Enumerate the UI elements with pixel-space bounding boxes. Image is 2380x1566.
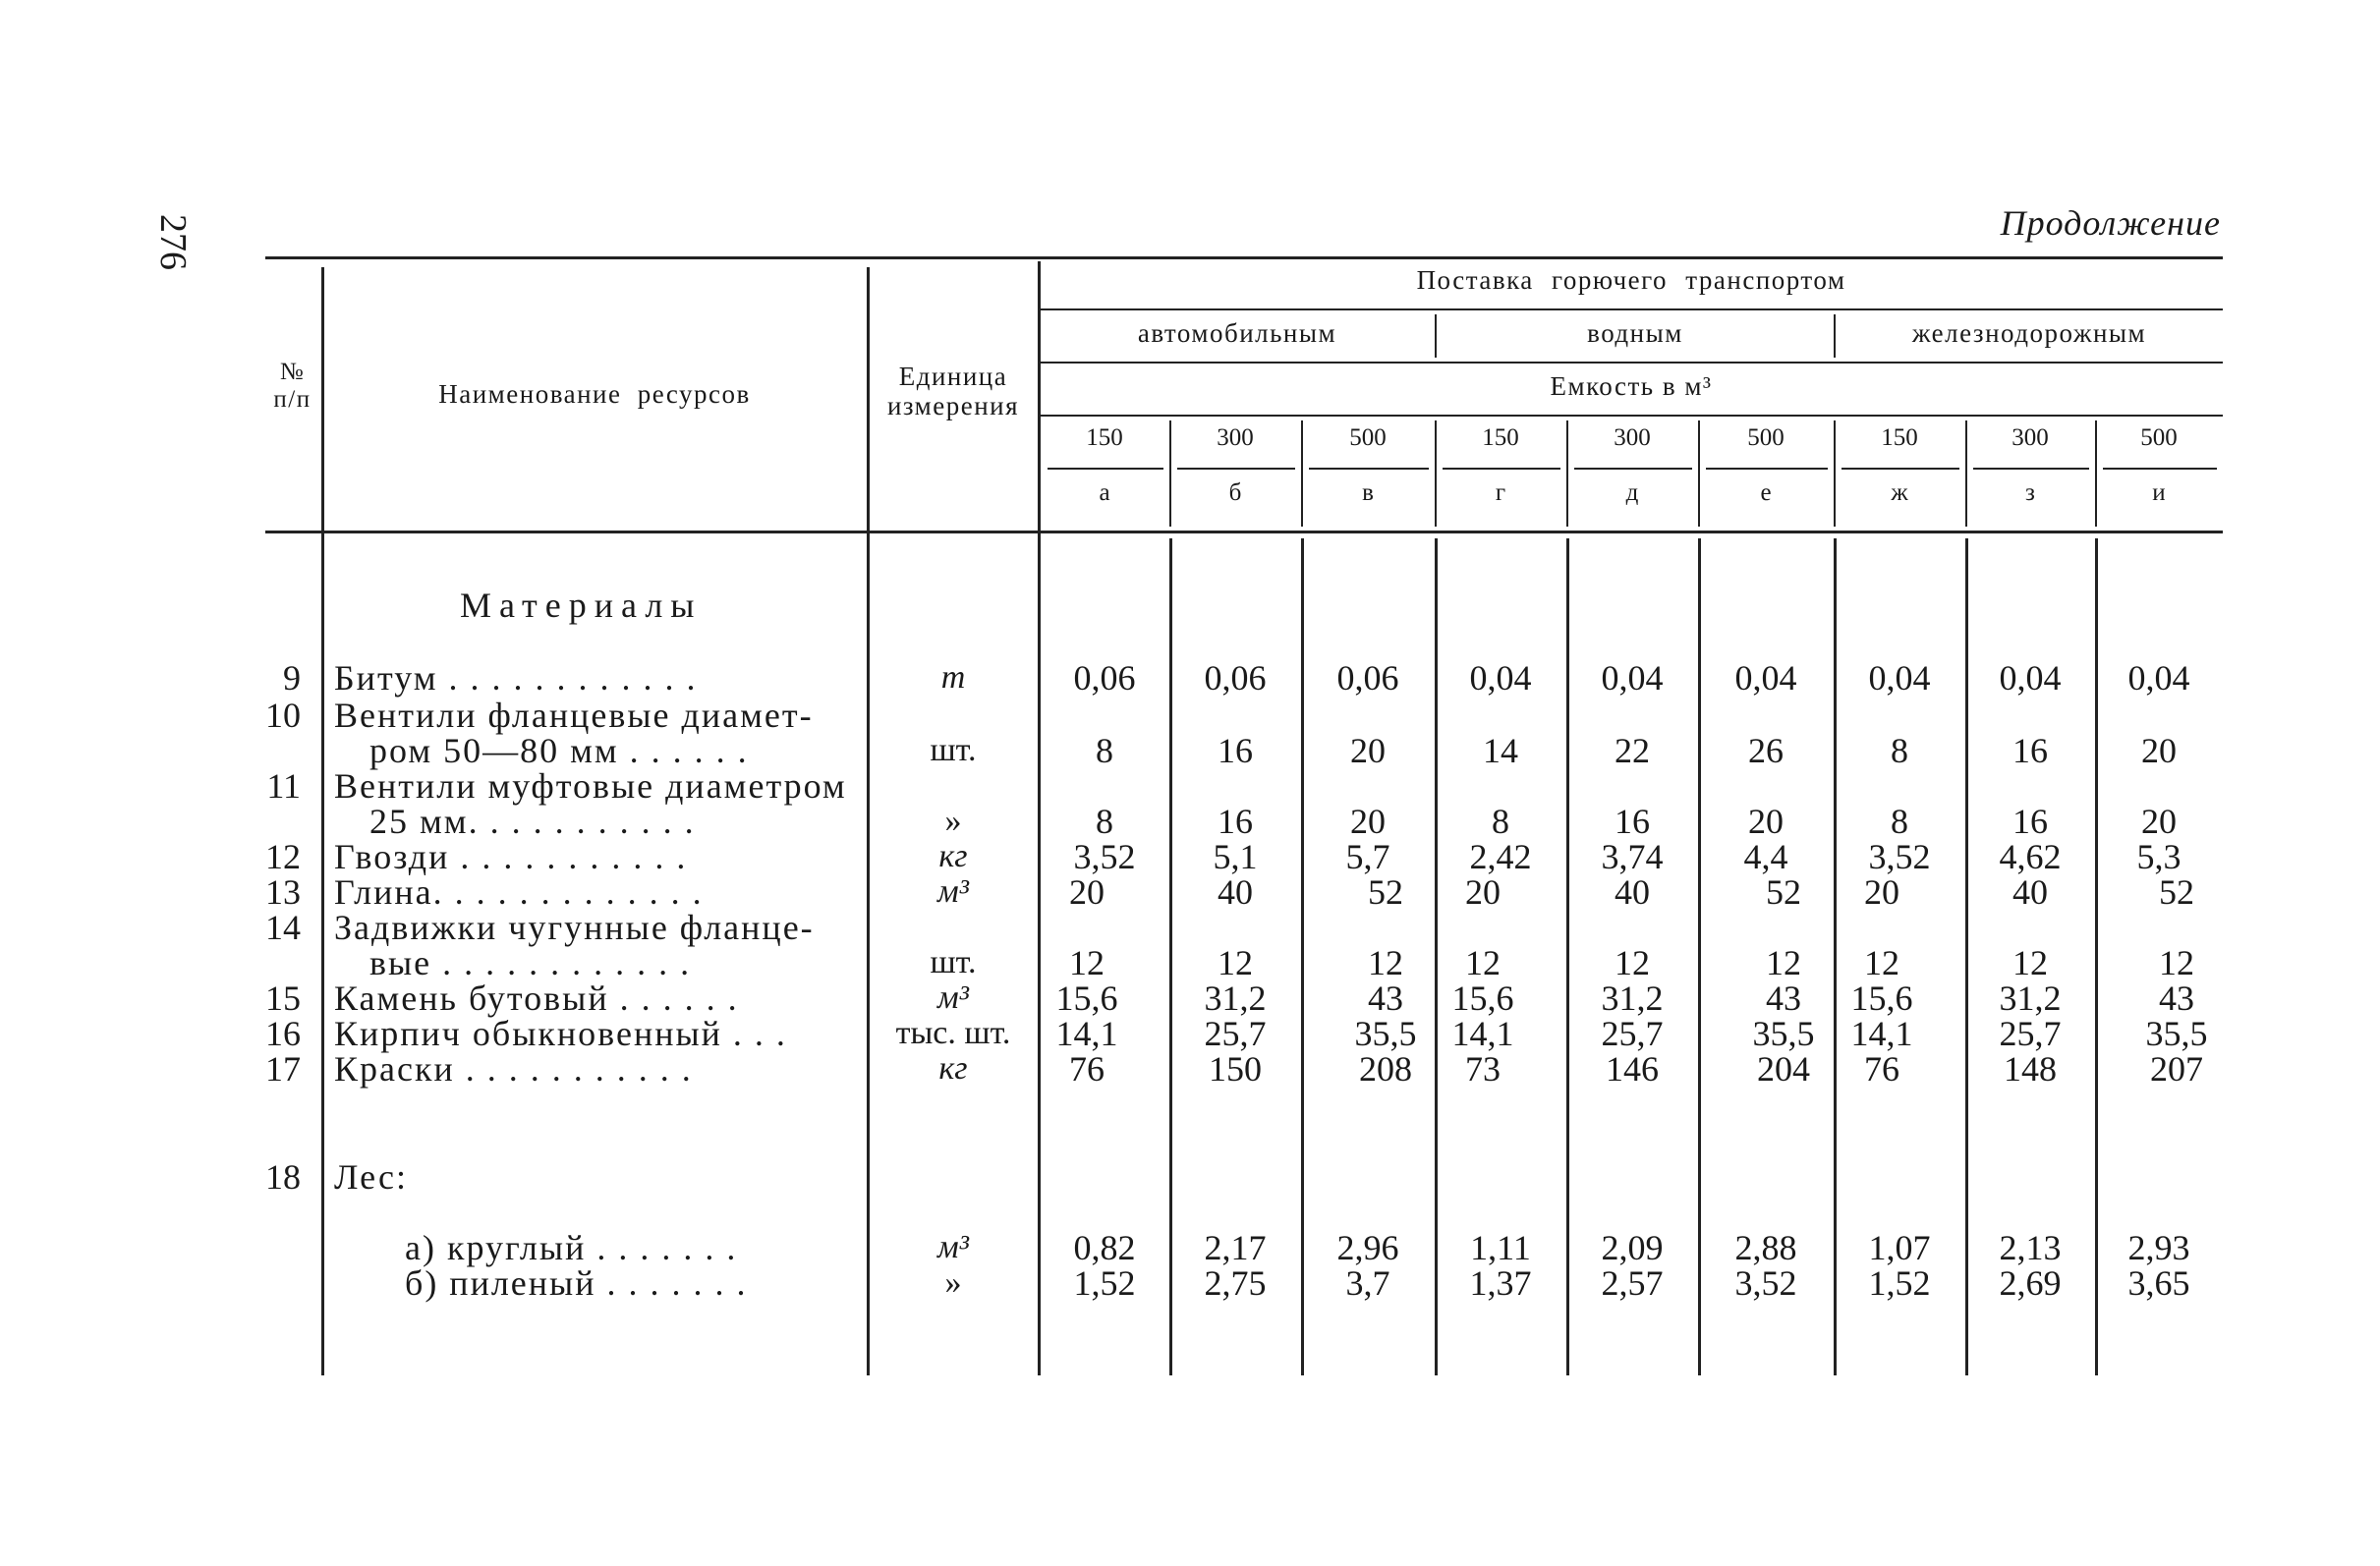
value-cell: 2,17	[1204, 1228, 1267, 1267]
header-supply: Поставка горючего транспортом	[1416, 265, 1846, 295]
header-col-divider	[1965, 420, 1967, 527]
table-top-rule	[265, 256, 2223, 259]
volume-rule	[1177, 468, 1295, 470]
value-cell: 0,04	[1734, 658, 1797, 698]
value-cell: 31,2	[1601, 979, 1664, 1018]
row-number: 9	[283, 658, 301, 698]
volume-rule	[1973, 468, 2089, 470]
unit: шт.	[930, 732, 977, 768]
unit: шт.	[930, 944, 977, 980]
value-cell: 148	[2004, 1049, 2057, 1089]
value-cell: 3,7	[1345, 1263, 1390, 1303]
column-letter-4: д	[1625, 479, 1639, 506]
value-cell: 8	[1891, 731, 1908, 770]
value-cell: 5,1	[1213, 837, 1258, 876]
unit: м³	[937, 979, 969, 1016]
value-cell: 20	[2141, 802, 2177, 841]
volume-rule	[1574, 468, 1692, 470]
value-cell: 1,07	[1868, 1228, 1931, 1267]
resource-name: ром 50—80 мм . . . . . .	[369, 731, 749, 770]
resource-name: 25 мм. . . . . . . . . . .	[369, 802, 696, 841]
value-cell: 12	[1218, 943, 1253, 982]
value-cell: 2,57	[1601, 1263, 1664, 1303]
value-cell: 16	[2012, 731, 2048, 770]
resource-name: б) пиленый . . . . . . .	[405, 1263, 748, 1303]
value-cell: 1,52	[1073, 1263, 1136, 1303]
value-cell: 40	[2012, 872, 2048, 912]
column-letter-6: ж	[1891, 479, 1908, 506]
unit: кг	[938, 1050, 968, 1087]
value-cell: 3,52	[1734, 1263, 1797, 1303]
value-cell: 150	[1209, 1049, 1262, 1089]
value-col-divider	[1566, 538, 1569, 1375]
value-cell: 40	[1615, 872, 1650, 912]
value-cell: 14,1	[1850, 1014, 1913, 1053]
volume-rule	[1842, 468, 1959, 470]
value-cell: 3,52	[1073, 837, 1136, 876]
section-title: Материалы	[460, 586, 703, 625]
unit: м³	[937, 873, 969, 910]
transport-auto: автомобильным	[1137, 318, 1337, 348]
header-bottom-rule	[265, 531, 2223, 533]
transport-divider	[1435, 314, 1437, 358]
volume-1: 300	[1217, 424, 1254, 451]
value-cell: 3,52	[1868, 837, 1931, 876]
value-cell: 52	[1368, 872, 1403, 912]
volume-0: 150	[1086, 424, 1123, 451]
value-cell: 1,37	[1469, 1263, 1532, 1303]
column-letter-7: з	[2025, 479, 2035, 506]
col-divider-name	[321, 267, 324, 1375]
value-cell: 15,6	[1055, 979, 1118, 1018]
value-cell: 8	[1891, 802, 1908, 841]
volume-5: 500	[1747, 424, 1785, 451]
value-cell: 0,04	[1868, 658, 1931, 698]
header-unit: Единица измерения	[886, 362, 1020, 420]
row-number: 15	[265, 979, 301, 1018]
value-cell: 5,3	[2136, 837, 2182, 876]
unit: тыс. шт.	[895, 1015, 1011, 1051]
page-number: 276	[152, 214, 194, 270]
value-cell: 43	[1766, 979, 1801, 1018]
value-cell: 5,7	[1345, 837, 1390, 876]
value-cell: 204	[1757, 1049, 1810, 1089]
value-cell: 0,04	[1469, 658, 1532, 698]
row-number: 13	[265, 872, 301, 912]
value-col-divider	[2095, 538, 2098, 1375]
value-cell: 25,7	[1204, 1014, 1267, 1053]
value-cell: 43	[2159, 979, 2194, 1018]
unit: т	[940, 659, 966, 696]
column-letter-1: б	[1228, 479, 1242, 506]
value-cell: 0,06	[1204, 658, 1267, 698]
volume-2: 500	[1349, 424, 1387, 451]
unit: »	[944, 1264, 962, 1301]
value-col-divider	[1301, 538, 1304, 1375]
value-cell: 12	[1368, 943, 1403, 982]
value-cell: 4,4	[1743, 837, 1788, 876]
header-col-divider	[1566, 420, 1568, 527]
value-cell: 76	[1069, 1049, 1105, 1089]
value-cell: 20	[1350, 731, 1386, 770]
value-cell: 12	[1615, 943, 1650, 982]
value-cell: 0,04	[2127, 658, 2190, 698]
row-number: 16	[265, 1014, 301, 1053]
resource-name: вые . . . . . . . . . . . .	[369, 943, 692, 982]
value-cell: 31,2	[1999, 979, 2062, 1018]
value-cell: 20	[1465, 872, 1501, 912]
value-cell: 14,1	[1451, 1014, 1514, 1053]
value-cell: 2,96	[1336, 1228, 1399, 1267]
volume-rule	[2103, 468, 2217, 470]
supply-rule	[1040, 308, 2223, 310]
value-cell: 8	[1096, 802, 1113, 841]
row-number: 11	[266, 766, 301, 806]
col-divider-values	[1038, 261, 1041, 1375]
volume-7: 300	[2012, 424, 2049, 451]
value-cell: 40	[1218, 872, 1253, 912]
row-number: 17	[265, 1049, 301, 1089]
value-cell: 2,13	[1999, 1228, 2062, 1267]
value-cell: 0,04	[1601, 658, 1664, 698]
resource-name: а) круглый . . . . . . .	[405, 1228, 738, 1267]
value-cell: 207	[2150, 1049, 2203, 1089]
value-cell: 0,82	[1073, 1228, 1136, 1267]
unit: »	[944, 803, 962, 839]
value-cell: 20	[1864, 872, 1899, 912]
volume-8: 500	[2140, 424, 2178, 451]
volume-6: 150	[1881, 424, 1918, 451]
header-col-divider	[2095, 420, 2097, 527]
row-number: 10	[265, 696, 301, 735]
resource-name: Гвозди . . . . . . . . . . .	[334, 837, 688, 876]
unit: кг	[938, 838, 968, 874]
continuation-label: Продолжение	[2000, 203, 2221, 243]
volume-rule	[1309, 468, 1429, 470]
value-cell: 2,42	[1469, 837, 1532, 876]
value-cell: 52	[2159, 872, 2194, 912]
value-cell: 43	[1368, 979, 1403, 1018]
column-letter-3: г	[1495, 479, 1506, 506]
header-capacity: Емкость в м³	[1550, 371, 1713, 401]
header-name: Наименование ресурсов	[438, 379, 751, 409]
volume-3: 150	[1482, 424, 1519, 451]
value-cell: 20	[1069, 872, 1105, 912]
value-col-divider	[1698, 538, 1701, 1375]
value-cell: 2,93	[2127, 1228, 2190, 1267]
resource-name: Глина. . . . . . . . . . . . .	[334, 872, 704, 912]
value-cell: 26	[1748, 731, 1784, 770]
value-cell: 0,06	[1073, 658, 1136, 698]
value-cell: 25,7	[1999, 1014, 2062, 1053]
capacity-rule	[1040, 415, 2223, 417]
value-cell: 76	[1864, 1049, 1899, 1089]
value-cell: 35,5	[1354, 1014, 1417, 1053]
resource-name: Лес:	[334, 1157, 409, 1197]
column-letter-0: а	[1099, 479, 1110, 506]
value-cell: 2,88	[1734, 1228, 1797, 1267]
value-cell: 35,5	[1752, 1014, 1815, 1053]
value-cell: 2,75	[1204, 1263, 1267, 1303]
column-letter-8: и	[2152, 479, 2166, 506]
value-cell: 12	[1766, 943, 1801, 982]
transport-water: водным	[1587, 318, 1683, 348]
volume-rule	[1706, 468, 1828, 470]
value-cell: 0,04	[1999, 658, 2062, 698]
col-divider-unit	[867, 267, 870, 1375]
row-number: 12	[265, 837, 301, 876]
value-cell: 8	[1492, 802, 1509, 841]
resource-name: Краски . . . . . . . . . . .	[334, 1049, 693, 1089]
value-cell: 2,09	[1601, 1228, 1664, 1267]
value-cell: 22	[1615, 731, 1650, 770]
value-col-divider	[1169, 538, 1172, 1375]
header-col-divider	[1698, 420, 1700, 527]
value-cell: 146	[1606, 1049, 1659, 1089]
header-col-divider	[1435, 420, 1437, 527]
value-cell: 16	[1218, 731, 1253, 770]
transport-divider	[1834, 314, 1836, 358]
transport-rail: железнодорожным	[1911, 318, 2147, 348]
value-cell: 16	[1218, 802, 1253, 841]
value-cell: 52	[1766, 872, 1801, 912]
header-col-divider	[1169, 420, 1171, 527]
value-cell: 1,11	[1470, 1228, 1531, 1267]
value-cell: 14	[1483, 731, 1518, 770]
row-number: 18	[265, 1157, 301, 1197]
value-cell: 15,6	[1451, 979, 1514, 1018]
value-cell: 3,74	[1601, 837, 1664, 876]
value-cell: 12	[2012, 943, 2048, 982]
value-cell: 20	[1748, 802, 1784, 841]
value-cell: 12	[1864, 943, 1899, 982]
value-cell: 8	[1096, 731, 1113, 770]
volume-4: 300	[1614, 424, 1651, 451]
value-cell: 15,6	[1850, 979, 1913, 1018]
value-cell: 3,65	[2127, 1263, 2190, 1303]
header-col-divider	[1301, 420, 1303, 527]
column-letter-5: е	[1760, 479, 1772, 506]
resource-name: Вентили муфтовые диаметром	[334, 766, 847, 806]
value-cell: 31,2	[1204, 979, 1267, 1018]
value-cell: 20	[2141, 731, 2177, 770]
unit: м³	[937, 1229, 969, 1265]
resource-name: Кирпич обыкновенный . . .	[334, 1014, 787, 1053]
value-cell: 2,69	[1999, 1263, 2062, 1303]
transport-rule	[1040, 362, 2223, 364]
value-cell: 35,5	[2145, 1014, 2208, 1053]
value-cell: 12	[2159, 943, 2194, 982]
header-num: № п/п	[273, 359, 312, 413]
value-cell: 4,62	[1999, 837, 2062, 876]
header-col-divider	[1834, 420, 1836, 527]
value-cell: 14,1	[1055, 1014, 1118, 1053]
value-cell: 1,52	[1868, 1263, 1931, 1303]
resource-name: Камень бутовый . . . . . .	[334, 979, 739, 1018]
resource-name: Вентили фланцевые диамет-	[334, 696, 814, 735]
resource-name: Задвижки чугунные фланце-	[334, 908, 815, 947]
value-cell: 12	[1465, 943, 1501, 982]
column-letter-2: в	[1362, 479, 1374, 506]
value-cell: 208	[1359, 1049, 1412, 1089]
volume-rule	[1443, 468, 1560, 470]
value-cell: 12	[1069, 943, 1105, 982]
value-cell: 16	[1615, 802, 1650, 841]
volume-rule	[1048, 468, 1163, 470]
value-cell: 16	[2012, 802, 2048, 841]
value-col-divider	[1965, 538, 1968, 1375]
value-cell: 25,7	[1601, 1014, 1664, 1053]
resource-name: Битум . . . . . . . . . . . .	[334, 658, 698, 698]
value-cell: 73	[1465, 1049, 1501, 1089]
value-cell: 20	[1350, 802, 1386, 841]
value-cell: 0,06	[1336, 658, 1399, 698]
row-number: 14	[265, 908, 301, 947]
